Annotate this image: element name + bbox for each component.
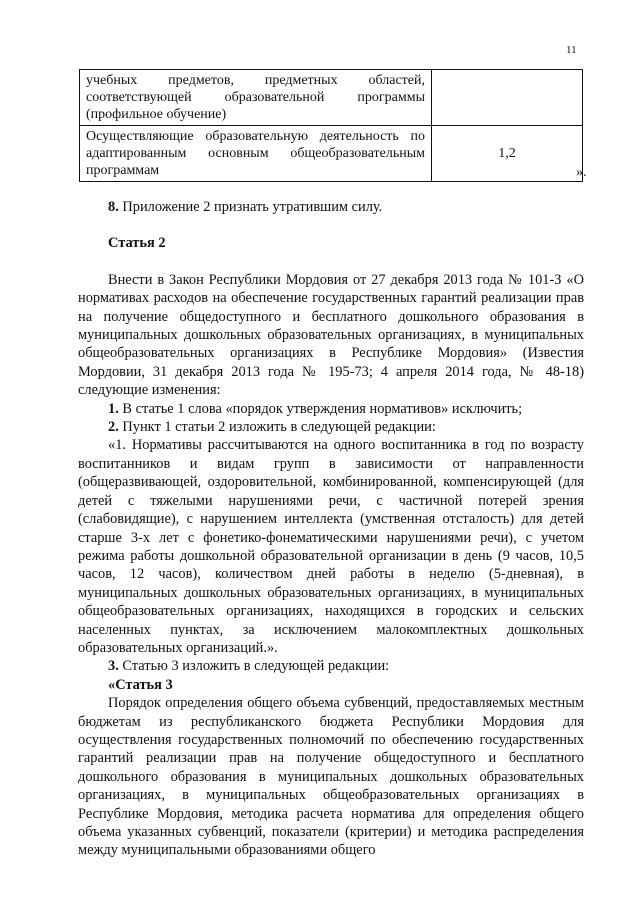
table-cell-text: учебных предметов, предметных областей, соответствующей образовательной программы (профильное обучение) bbox=[80, 70, 432, 126]
article-3-heading-text: «Статья 3 bbox=[108, 676, 173, 693]
article-2-heading-text: Статья 2 bbox=[108, 235, 166, 252]
item-8 bbox=[78, 198, 584, 216]
article-3-heading bbox=[78, 676, 584, 694]
point-3-number: 3. bbox=[108, 658, 119, 675]
table-cell-value bbox=[432, 70, 583, 126]
item-8-number: 8. bbox=[108, 199, 119, 215]
point-3-text: Статью 3 изложить в следующей редакции: bbox=[118, 658, 390, 675]
intro-paragraph: Внести в Закон Республики Мордовия от 27 декабря 2013 года № 101-З «О нормативах расходов на обеспечение государственных гарантий реализации прав на получение общедоступного и бесплатного дошкольного образования в муниципальных дошкольных образовательных организациях, в муниципальных общеобразовательных организациях в Республике Мордовия» (Известия Мордовии, 31 декабря 2013 года № 195-73; 4 апреля 2014 года, № 48-18) следующие изменения: bbox=[78, 271, 584, 399]
page-number: 11 bbox=[566, 44, 577, 56]
point-2-text: Пункт 1 статьи 2 изложить в следующей редакции: bbox=[118, 419, 436, 436]
point-1-number: 1. bbox=[108, 400, 119, 417]
point-2-number: 2. bbox=[108, 419, 119, 436]
point-1 bbox=[78, 400, 584, 418]
continuation-table bbox=[79, 69, 583, 182]
article-3-paragraph: Порядок определения общего объема субвенций, предоставляемых местным бюджетам из республиканского бюджета Республики Мордовия для осуществления государственных полномочий по обеспечению государственных гарантий реализации прав на получение общедоступного и бесплатного дошкольного образования в муниципальных дошкольных образовательных организациях, в муниципальных общеобразовательных организациях в Республике Мордовия, методика расчета норматива для определения общего объема указанных субвенций, показатели (критерии) и методика распределения между муниципальными образованиями общего bbox=[78, 695, 584, 859]
article-2-heading bbox=[78, 234, 584, 252]
point-3 bbox=[78, 657, 584, 675]
table-cell-text: Осуществляющие образовательную деятельность по адаптированным основным общеобразовательным программам bbox=[80, 126, 432, 182]
table-cell-value: 1,2 bbox=[432, 126, 583, 182]
point-2-quoted-text: «1. Нормативы рассчитываются на одного воспитанника в год по возрасту воспитанников и видам групп в зависимости от направленности (общеразвивающей, оздоровительной, комбинированной, компенсирующей (для детей с тяжелыми нарушениями речи, с частичной потерей зрения (слабовидящие), с нарушением интеллекта (умственная отсталость) для детей старше 3-х лет с фонетико-фонематическими нарушениями речи), с учетом режима работы дошкольной образовательной организации в день (9 часов, 10,5 часов, 12 часов), количеством дней работы в неделю (5-дневная), в муниципальных дошкольных образовательных организациях, в муниципальных общеобразовательных организациях, находящихся в городских и сельских населенных пунктах, за исключением малокомплектных дошкольных образовательных организаций.». bbox=[78, 437, 584, 656]
document-body bbox=[78, 198, 584, 860]
table-row bbox=[80, 126, 583, 182]
table-closing-quote: ». bbox=[576, 165, 587, 180]
point-2 bbox=[78, 418, 584, 436]
table-row bbox=[80, 70, 583, 126]
point-1-text: В статье 1 слова «порядок утверждения нормативов» исключить; bbox=[118, 400, 523, 417]
item-8-text: Приложение 2 признать утратившим силу. bbox=[118, 199, 383, 215]
